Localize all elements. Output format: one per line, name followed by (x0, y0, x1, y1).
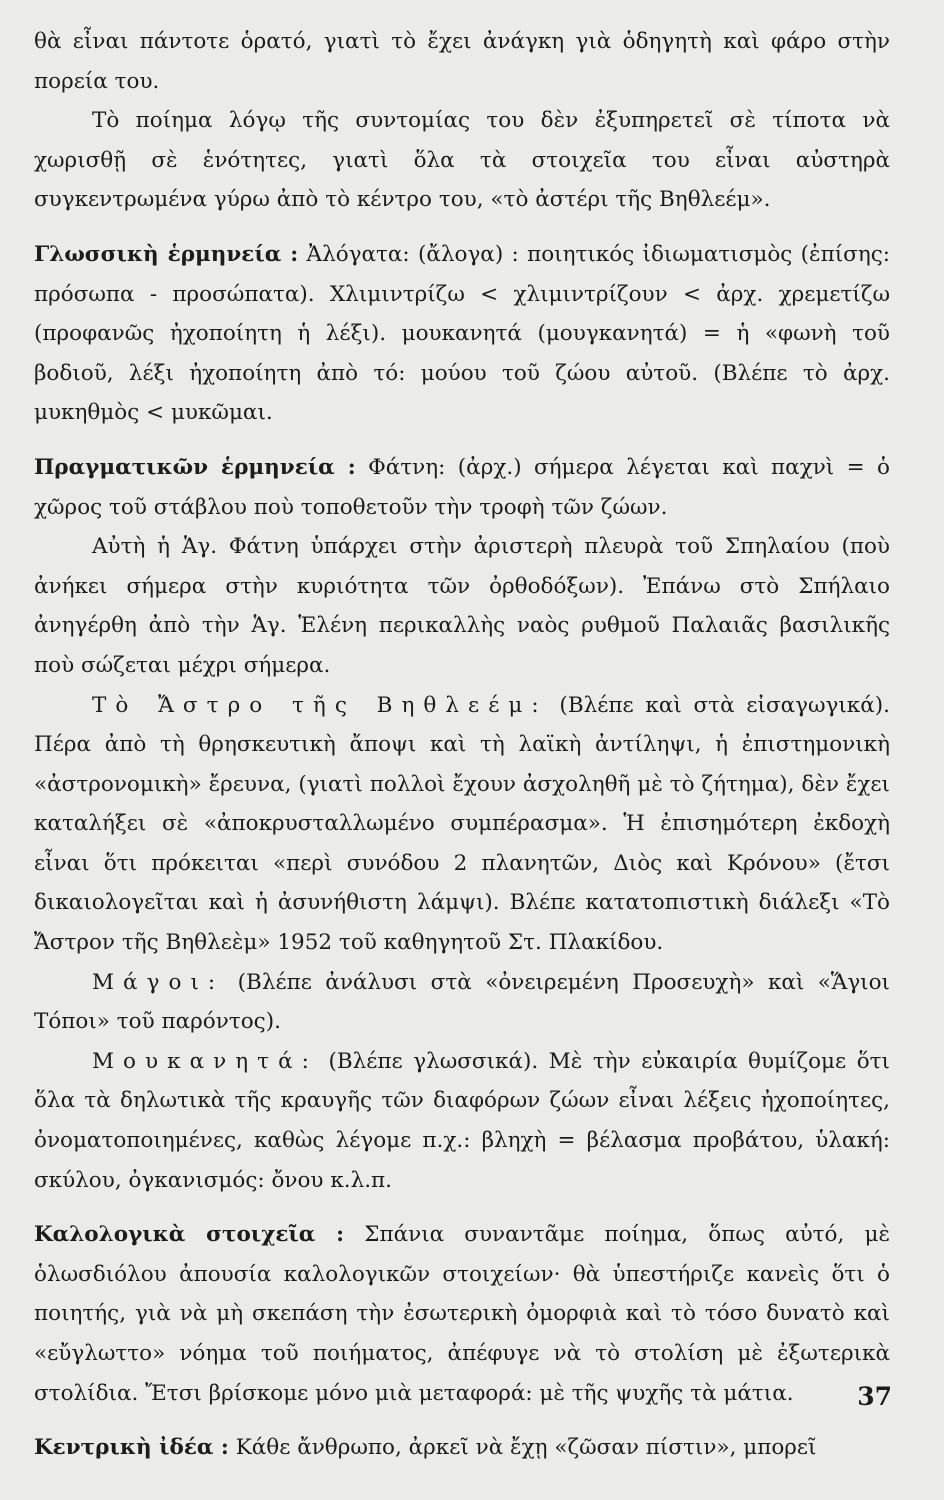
glossiki-section (34, 235, 890, 433)
magoi-paragraph (34, 963, 890, 1042)
moukanita-body: (Βλέπε γλωσσικά). Μὲ τὴν εὐκαιρία θυμίζομε ὅτι ὅλα τὰ δηλωτικὰ τῆς κραυγῆς τῶν διαφόρων ζώων εἶναι λέξεις ἠχοποίητες, ὀνοματοποιημένες, καθὼς λέγομε π.χ.: βληχὴ = βέλασμα προβάτου, ὑλακή: σκύλου, ὀγκανισμός: ὄνου κ.λ.π. (34, 1048, 890, 1193)
glossiki-body: Ἀλόγατα: (ἄλογα) : ποιητικός ἰδιωματισμὸς (ἐπίσης: πρόσωπα - προσώπατα). Χλιμιντρίζω < χλιμιντρίζουν < ἀρχ. χρεμετίζω (προφανῶς ἠχοποίητη ἡ λέξι). μουκανητά (μουγκανητά) = ἡ «φωνὴ τοῦ βοδιοῦ, λέξι ἠχοποίητη ἀπὸ τό: μούου τοῦ ζώου αὐτοῦ. (Βλέπε τὸ ἀρχ. μυκηθμὸς < μυκῶμαι. (34, 241, 890, 426)
page-text (34, 22, 890, 1468)
intro-paragraph-2: Τὸ ποίημα λόγῳ τῆς συντομίας του δὲν ἐξυπηρετεῖ σὲ τίποτα νὰ χωρισθῇ σὲ ἑνότητες, γιατὶ ὅλα τὰ στοιχεῖα του εἶναι αὐστηρὰ συγκεντρωμένα γύρω ἀπὸ τὸ κέντρο του, «τὸ ἀστέρι τῆς Βηθλεέμ». (34, 108, 890, 213)
moukanita-paragraph (34, 1042, 890, 1200)
page-number: 37 (857, 1382, 892, 1411)
kalologika-heading: Καλολογικὰ στοιχεῖα : (34, 1222, 345, 1248)
pragmatikon-body: Φάτνη: (ἀρχ.) σήμερα λέγεται καὶ παχνὶ = ὁ χῶρος τοῦ στάβλου ποὺ τοποθετοῦν τὴν τροφὴ τῶν ζώων. (34, 454, 890, 520)
magoi-term: Μάγοι: (92, 969, 225, 995)
astro-term: Τὸ Ἄστρο τῆς Βηθλεέμ: (92, 692, 548, 718)
kentriki-body: Κάθε ἄνθρωπο, ἀρκεῖ νὰ ἔχῃ «ζῶσαν πίστιν», μπορεῖ (228, 1435, 817, 1461)
astro-body: (Βλέπε καὶ στὰ εἰσαγωγικά). Πέρα ἀπὸ τὴ θρησκευτικὴ ἄποψι καὶ τὴ λαϊκὴ ἀντίληψι, ἡ ἐπιστημονικὴ «ἀστρονομικὴ» ἔρευνα, (γιατὶ πολλοὶ ἔχουν ἀσχοληθῆ μὲ τὸ ζήτημα), δὲν ἔχει καταλήξει σὲ «ἀποκρυσταλλωμένο συμπέρασμα». Ἡ ἐπισημότερη ἐκδοχὴ εἶναι ὅτι πρόκειται «περὶ συνόδου 2 πλανητῶν, Διὸς καὶ Κρόνου» (ἔτσι δικαιολογεῖται καὶ ἡ ἀσυνήθιστη λάμψι). Βλέπε κατατοπιστικὴ διάλεξι «Τὸ Ἄστρον τῆς Βηθλεὲμ» 1952 τοῦ καθηγητοῦ Στ. Πλακίδου. (34, 692, 890, 956)
fatni-paragraph: Αὐτὴ ἡ Ἁγ. Φάτνη ὑπάρχει στὴν ἀριστερὴ πλευρὰ τοῦ Σπηλαίου (ποὺ ἀνήκει σήμερα στὴν κυριότητα τῶν ὀρθοδόξων). Ἐπάνω στὸ Σπήλαιο ἀνηγέρθη ἀπὸ τὴν Ἁγ. Ἑλένη περικαλλὴς ναὸς ρυθμοῦ Παλαιᾶς βασιλικῆς ποὺ σώζεται μέχρι σήμερα. (34, 534, 890, 678)
kentriki-section (34, 1428, 890, 1468)
intro-paragraph: θὰ εἶναι πάντοτε ὁρατό, γιατὶ τὸ ἔχει ἀνάγκη γιὰ ὁδηγητὴ καὶ φάρο στὴν πορεία του. (34, 29, 890, 94)
kalologika-section (34, 1215, 890, 1413)
moukanita-term: Μουκανητά: (92, 1048, 318, 1074)
astro-paragraph (34, 686, 890, 963)
pragmatikon-section (34, 448, 890, 527)
magoi-body: (Βλέπε ἀνάλυσι στὰ «ὀνειρεμένη Προσευχὴ» καὶ «Ἅγιοι Τόποι» τοῦ παρόντος). (34, 969, 890, 1035)
kalologika-body: Σπάνια συναντᾶμε ποίημα, ὅπως αὐτό, μὲ ὁλωσδιόλου ἀπουσία καλολογικῶν στοιχείων· θὰ ὑπεστήριζε κανεὶς ὅτι ὁ ποιητής, γιὰ νὰ μὴ σκεπάση τὴν ἐσωτερικὴ ὀμορφιὰ καὶ τὸ τόσο δυνατὸ καὶ «εὔγλωττο» νόημα τοῦ ποιήματος, ἀπέφυγε νὰ τὸ στολίση μὲ ἐξωτερικὰ στολίδια. Ἔτσι βρίσκομε μόνο μιὰ μεταφορά: μὲ τῆς ψυχῆς τὰ μάτια. (34, 1222, 891, 1406)
pragmatikon-heading: Πραγματικῶν ἑρμηνεία : (34, 454, 356, 480)
glossiki-heading: Γλωσσικὴ ἑρμηνεία : (34, 241, 299, 267)
kentriki-heading: Κεντρικὴ ἰδέα : (34, 1435, 229, 1461)
